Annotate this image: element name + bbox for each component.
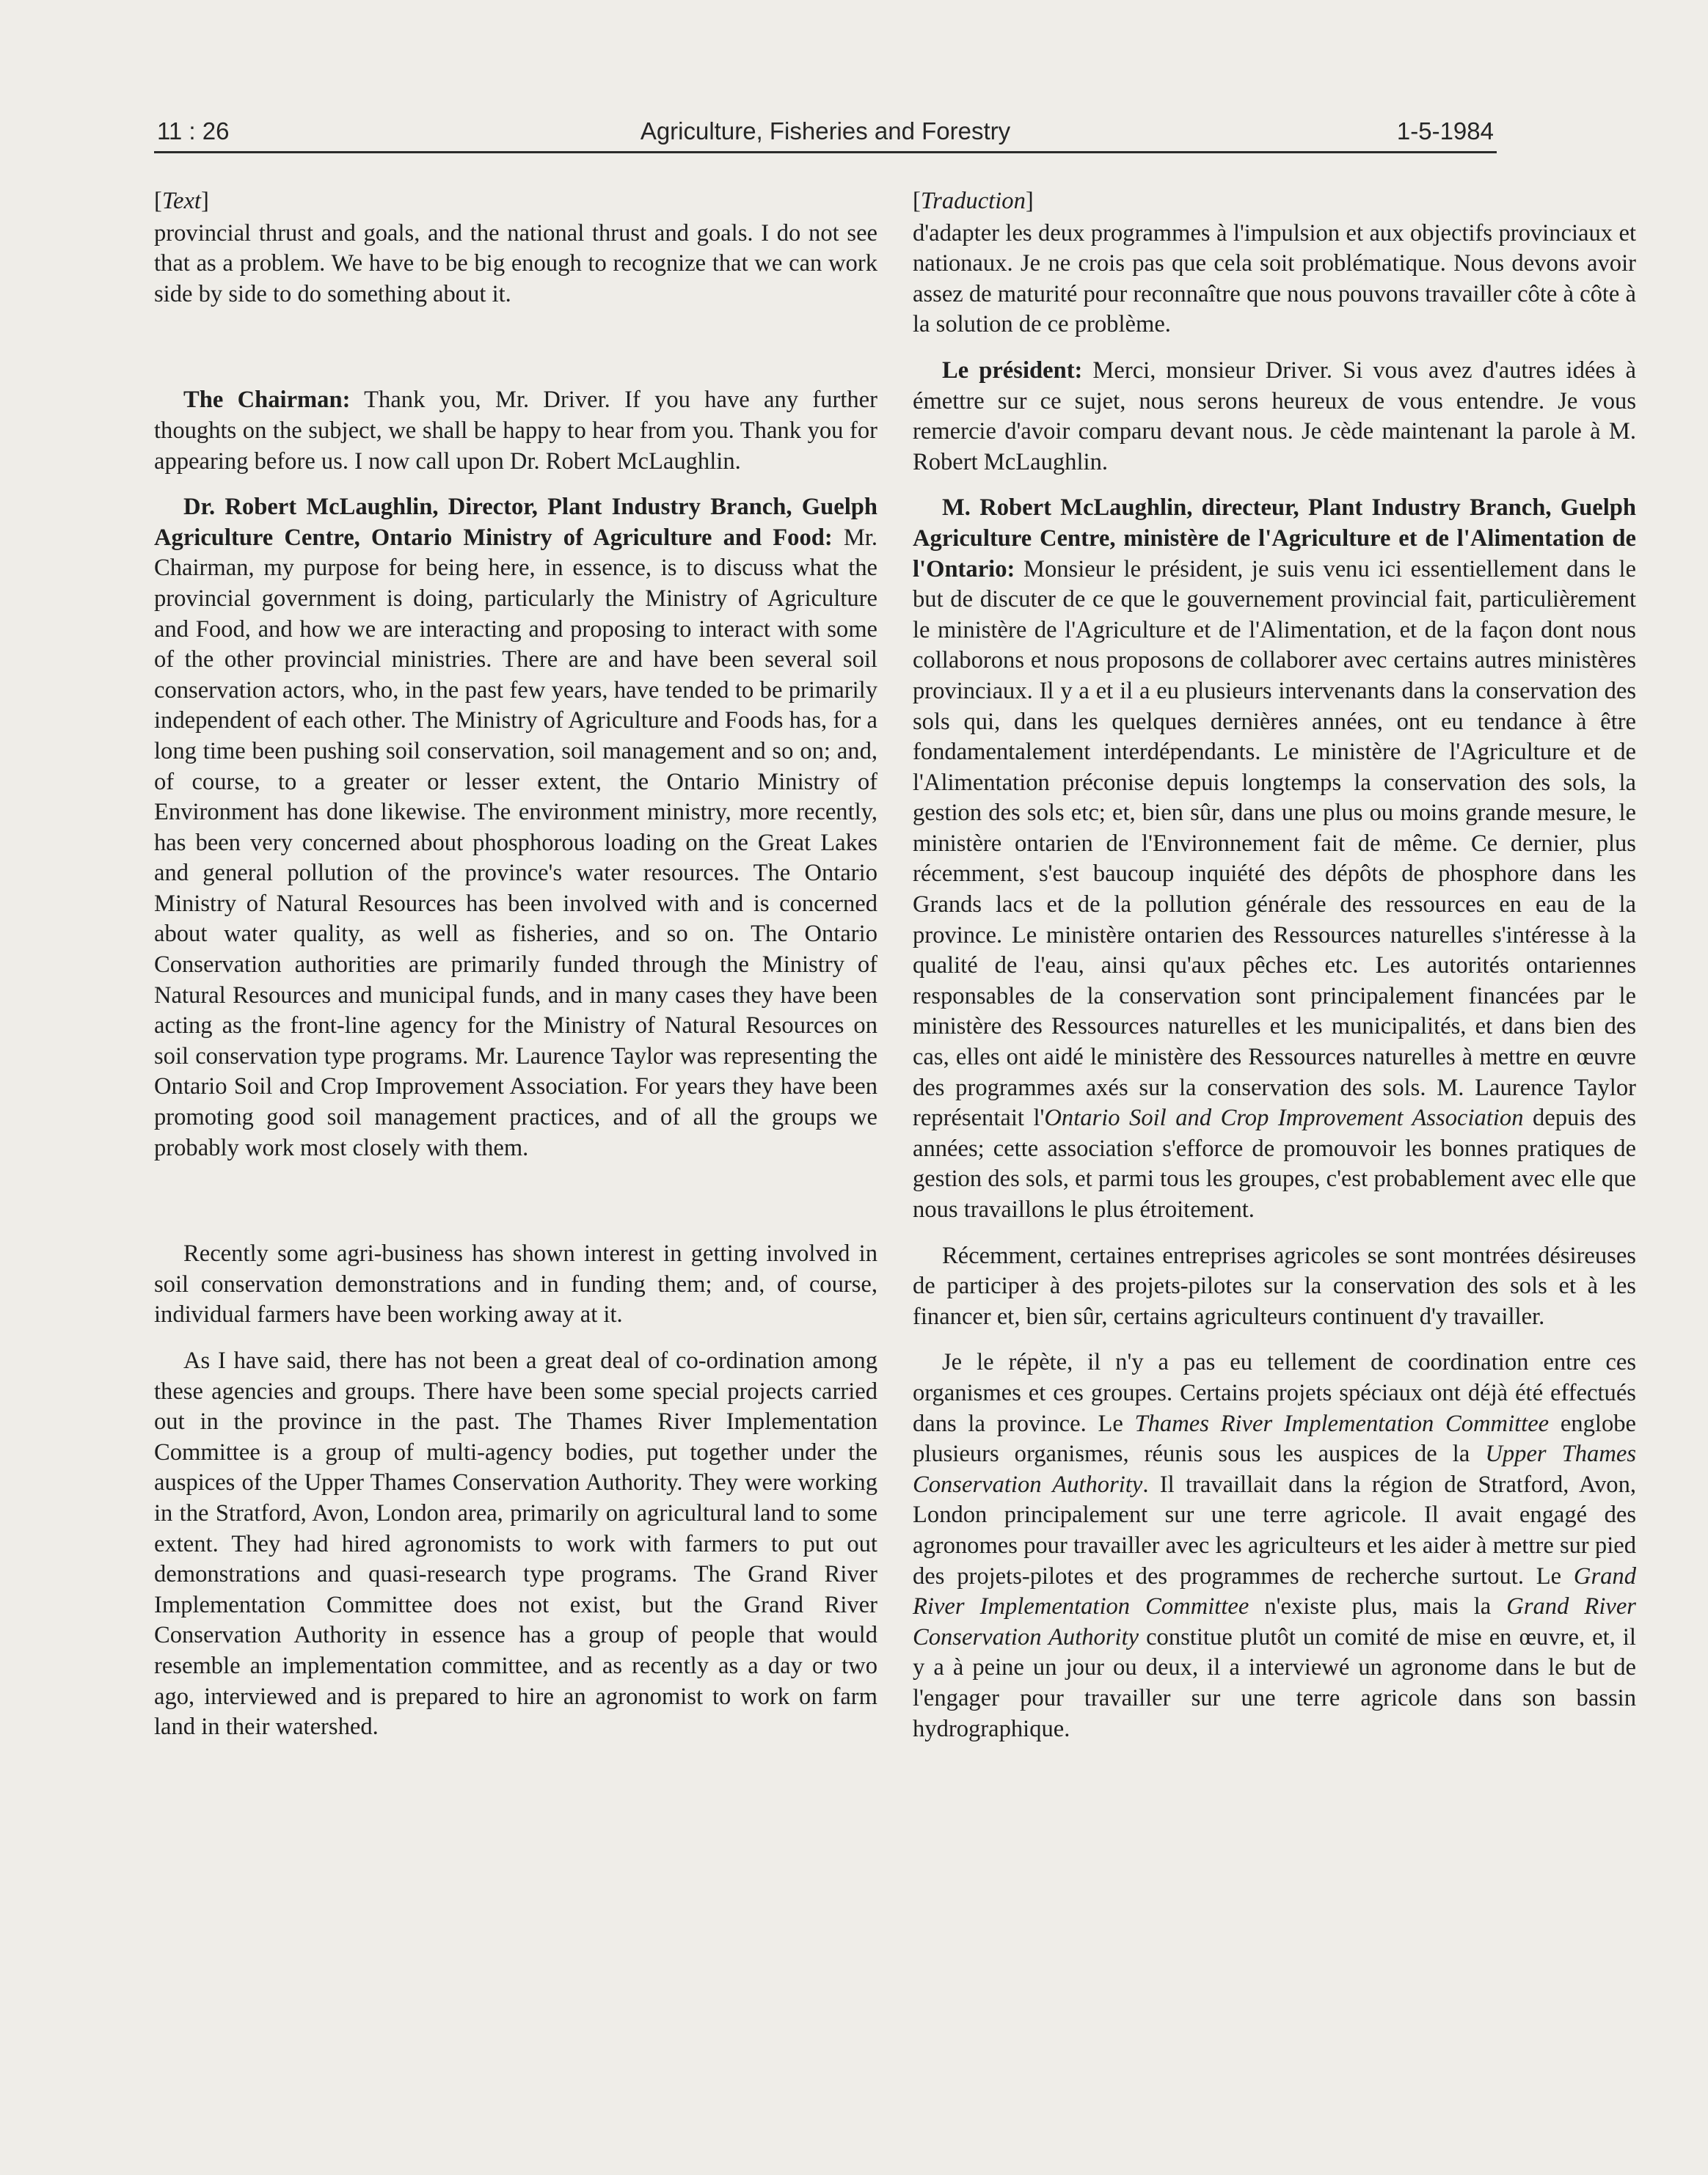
column-label-text: Text — [161, 188, 201, 214]
speech-text: Thank you, Mr. Driver. If you have any further thoughts on the subject, we shall be happy to hear from you. Thank you for appearing before us. I now call upon Dr. Robert McLaughlin. — [154, 387, 877, 475]
paragraph — [913, 493, 1636, 1225]
header-rule — [154, 151, 1497, 153]
paragraph — [913, 356, 1636, 478]
column-label-text: Traduction — [920, 188, 1026, 214]
speaker-name: The Chairman: — [183, 387, 351, 414]
page-number: 11 : 26 — [157, 117, 230, 145]
speaker-name: Dr. Robert McLaughlin, Director, Plant Industry Branch, Guelph Agriculture Centre, Ontario Ministry of Agriculture and Food: — [154, 494, 877, 551]
speaker-name: M. Robert McLaughlin, directeur, Plant Industry Branch, Guelph Agriculture Centre, ministère de l'Agriculture et de l'Alimentation de l'Ontario: — [913, 494, 1636, 582]
speech-text: Mr. Chairman, my purpose for being here, in essence, is to discuss what the provincial government is doing, particularly the Ministry of Agriculture and Food, and how we are interacting and proposing to interact with some of the other provincial ministries. There are and have been several soil conservation actors, who, in the past few years, have tended to be primarily independent of each other. The Ministry of Agriculture and Foods has, for a long time been pushing soil conservation, soil management and so on; and, of course, to a greater or lesser extent, the Ontario Ministry of Environment has done likewise. The environment ministry, more recently, has been very concerned about phosphorous loading on the Great Lakes and general pollution of the province's water resources. The Ontario Ministry of Natural Resources has been involved with and is concerned about water quality, as well as fisheries, and so on. The Ontario Conservation authorities are primarily funded through the Ministry of Natural Resources and municipal funds, and in many cases they have been acting as the front-line agency for the Ministry of Natural Resources on soil conservation type programs. Mr. Laurence Taylor was representing the Ontario Soil and Crop Improvement Association. For years they have been promoting good soil management practices, and of all the groups we probably work most closely with them. — [154, 524, 877, 1161]
paragraph: d'adapter les deux programmes à l'impulsion et aux objectifs provinciaux et nationaux. Je ne crois pas que cela soit problématique. Nous devons avoir assez de maturité pour reconnaître que nous pouvons travailler côte à côte à la solution de ce problème. — [913, 219, 1636, 338]
column-label: [Traduction] — [913, 188, 1034, 214]
running-title: Agriculture, Fisheries and Forestry — [640, 117, 1011, 145]
paragraph — [913, 1348, 1636, 1744]
organization-name: Grand River Conservation Authority — [913, 1593, 1636, 1651]
speech-text: constitue plutôt un comité de mise en œuvre, et, il y a à peine un jour ou deux, il a interviewé un agronome dans le but de l'engager pour travailler sur une terre agricole dans son bassin hydrographique. — [913, 1623, 1636, 1742]
speech-text: depuis des années; cette association s'efforce de promouvoir les bonnes pratiques de gestion des sols, et parmi tous les groupes, c'est probablement avec elle que nous travaillons le plus étroitement. — [913, 1105, 1636, 1223]
speaker-name: Le président: — [942, 357, 1083, 384]
speech-text: Merci, monsieur Driver. Si vous avez d'autres idées à émettre sur ce sujet, nous serons heureux de vous entendre. Je vous remercie d'avoir comparu devant nous. Je cède maintenant la parole à M. Robert McLaughlin. — [913, 357, 1636, 475]
speech-text: Je le répète, il n'y a pas eu tellement de coordination entre ces organismes et ces groupes. Certains projets spéciaux ont déjà été effectués dans la province. Le — [913, 1349, 1636, 1437]
french-column — [913, 186, 1636, 1744]
paragraph — [154, 385, 877, 477]
organization-name: Ontario Soil and Crop Improvement Association — [1044, 1105, 1524, 1132]
paragraph: Récemment, certaines entreprises agricoles se sont montrées désireuses de participer à des projets-pilotes sur la conservation des sols et à les financer et, bien sûr, certains agriculteurs continuent d'y travailler. — [913, 1242, 1636, 1330]
speech-text: . Il travaillait dans la région de Stratford, Avon, London principalement sur une terre agricole. Il avait engagé des agronomes pour travailler avec les agriculteurs et les aider à mettre sur pied des projets-pilotes et des programmes de recherche surtout. Le — [913, 1471, 1637, 1590]
page-header — [157, 117, 1494, 154]
organization-name: Upper Thames Conservation Authority — [913, 1441, 1636, 1498]
organization-name: Grand River Implementation Committee — [913, 1562, 1636, 1620]
speech-text: englobe plusieurs organismes, réunis sous les auspices de la — [913, 1410, 1636, 1468]
column-label: [Text] — [154, 188, 209, 214]
speech-text: Monsieur le président, je suis venu ici essentiellement dans le but de discuter de ce que le gouvernement provincial fait, particulièrement le ministère de l'Agriculture et de l'Alimentation, et de la façon dont nous collaborons et nous proposons de collaborer avec certains autres ministères provinciaux. Il y a et il a eu plusieurs intervenants dans la conservation des sols qui, dans les quelques dernières années, ont eu tendance à être fondamentalement interdépendants. Le ministère de l'Agriculture et de l'Alimentation préconise depuis longtemps la conservation des sols, la gestion des sols etc; et, bien sûr, dans une plus ou moins grande mesure, le ministère ontarien de l'Environnement fait de même. Ce dernier, plus récemment, s'est baucoup inquiété des dépôts de phosphore dans les Grands lacs et de la pollution générale des ressources en eau de la province. Le ministère ontarien des Ressources naturelles s'intéresse à la qualité de l'eau, ainsi qu'aux pêches etc. Les autorités ontariennes responsables de la conservation sont principalement financées par le ministère des Ressources naturelles et les municipalités, et dans bien des cas, elles ont aidé le ministère des Ressources naturelles à mettre en œuvre des programmes axés sur la conservation des sols. M. Laurence Taylor représentait l' — [913, 555, 1636, 1132]
english-column — [154, 186, 877, 1743]
header-date: 1-5-1984 — [1396, 117, 1494, 145]
paragraph: As I have said, there has not been a great deal of co-ordination among these agencies and groups. There have been some special projects carried out in the province in the past. The Thames River Implementation Committee is a group of multi-agency bodies, put together under the auspices of the Upper Thames Conservation Authority. They were working in the Stratford, Avon, London area, primarily on agricultural land to some extent. They had hired agronomists to work with farmers to put out demonstrations and quasi-research type programs. The Grand River Implementation Committee does not exist, but the Grand River Conservation Authority in essence has a group of people that would resemble an implementation committee, and as recently as a day or two ago, interviewed and is prepared to hire an agronomist to work on farm land in their watershed. — [154, 1348, 877, 1741]
paragraph: Recently some agri-business has shown interest in getting involved in soil conservation demonstrations and in funding them; and, of course, individual farmers have been working away at it. — [154, 1240, 877, 1328]
paragraph — [154, 492, 877, 1163]
organization-name: Thames River Implementation Committee — [1134, 1410, 1550, 1437]
speech-text: n'existe plus, mais la — [1249, 1593, 1507, 1620]
paragraph: provincial thrust and goals, and the national thrust and goals. I do not see that as a problem. We have to be big enough to recognize that we can work side by side to do something about it. — [154, 219, 877, 307]
